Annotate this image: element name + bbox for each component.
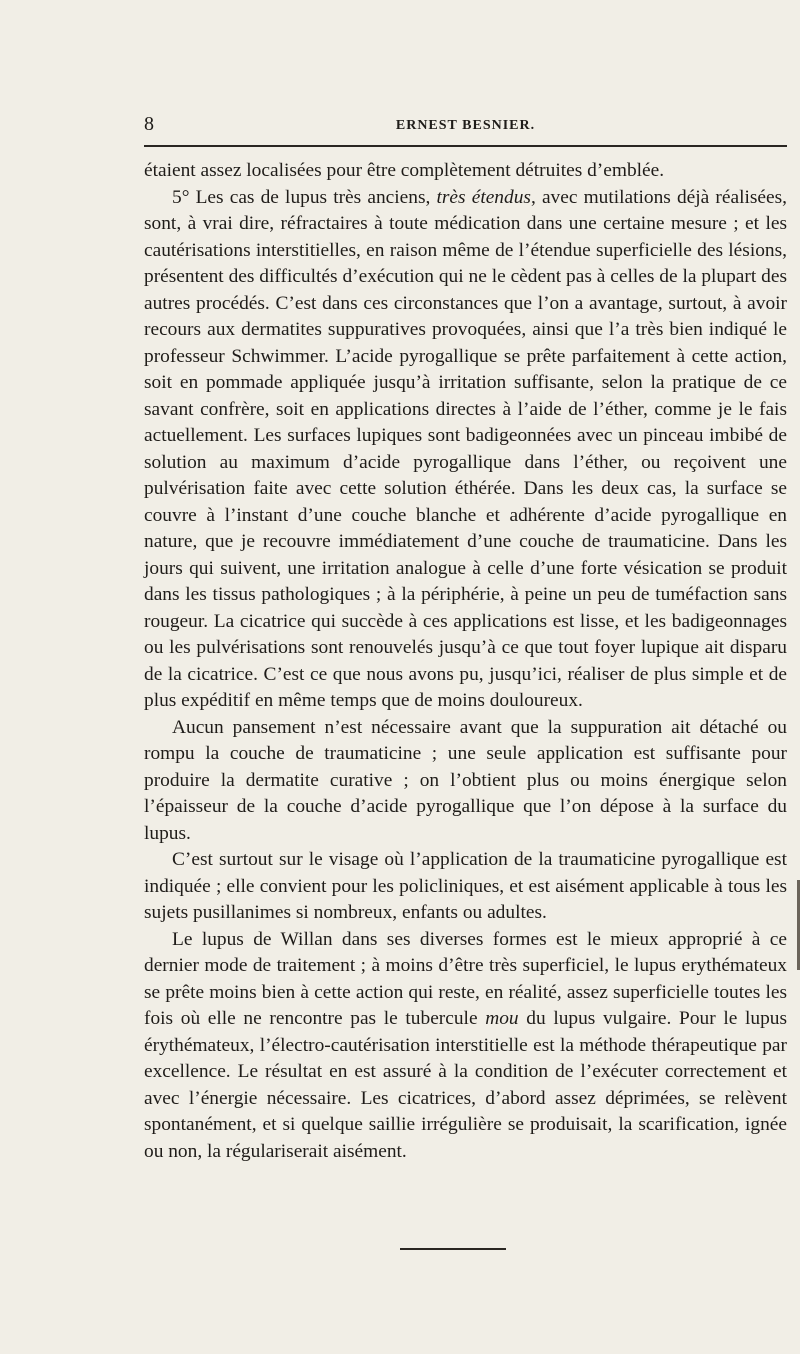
body-text (144, 158, 787, 1165)
italic-segment: mou (485, 1008, 519, 1029)
italic-segment: très étendus (436, 186, 531, 208)
text-segment: Aucun pansement n’est nécessaire avant que la suppuration ait détaché ou rompu la couche de traumaticine ; une seule application est suffisante pour produire la dermatite curative ; on l’obtient plus ou moins énergique selon l’épaisseur de la couche d’acide pyrogallique que l’on dépose à la surface du lupus. (144, 716, 787, 844)
end-rule (400, 1248, 506, 1250)
paragraph-5 (144, 927, 787, 1166)
text-segment: , avec mutilations déjà réalisées, sont, à vrai dire, réfractaires à toute médication dans une certaine mesure ; et les cautérisations interstitielles, en raison même de l’étendue superficielle des lésions, présentent des difficultés d’exécution qui ne le cèdent pas à celles de la plupart des autres procédés. C’est dans ces circonstances que l’on a avantage, surtout, à avoir recours aux dermatites suppuratives provoquées, ainsi que l’a très bien indiqué le professeur Schwimmer. L’acide pyrogallique se prête parfaitement à cette action, soit en pommade appliquée jusqu’à irritation suffisante, selon la pratique de ce savant confrère, soit en applications directes à l’aide de l’éther, comme je le fais actuellement. Les surfaces lupiques sont badigeonnées avec un pinceau imbibé de solution au maximum d’acide pyrogallique dans l’éther, ou reçoivent une pulvérisation faite avec cette solution éthérée. Dans les deux cas, la surface se couvre à l’instant d’une couche blanche et adhérente d’acide pyrogallique en nature, que je recouvre immédiatement d’une couche de traumaticine. Dans les jours qui suivent, une irritation analogue à celle d’une forte vésication se produit dans les tissus pathologiques ; à la périphérie, à peine un peu de tuméfaction sans rougeur. La cicatrice qui succède à ces applications est lisse, et les badigeonnages ou les pulvérisations sont renouvelés jusqu’à ce que tout foyer lupique ait disparu de la cicatrice. C’est ce que nous avons pu, jusqu’ici, réaliser de plus simple et de plus expéditif en même temps que de moins douloureux. (144, 186, 788, 711)
paragraph-3 (144, 715, 787, 848)
page-header (144, 110, 787, 138)
text-segment: étaient assez localisées pour être complètement détruites d’emblée. (144, 160, 665, 181)
paragraph-4 (144, 847, 787, 927)
text-segment: Le lupus de Willan dans ses diverses formes est le mieux approprié à ce dernier mode de traitement ; à moins d’être très superficiel, le lupus erythémateux se prête moins bien à cette action qui reste, en réalité, assez superficielle toutes les fois où elle ne rencontre pas le tubercule (144, 928, 787, 1029)
header-rule (144, 145, 787, 147)
running-head: ERNEST BESNIER. (395, 118, 536, 133)
text-segment: du lupus vulgaire. Pour le lupus érythémateux, l’électro-cautérisation interstitielle est la méthode thérapeutique par excellence. Le résultat en est assuré à la condition de l’exécuter correctement et avec l’énergie nécessaire. Les cicatrices, d’abord assez déprimées, se relèvent spontanément, et si quelque saillie irrégulière se produisait, la scarification, ignée ou non, la régulariserait aisément. (144, 1008, 787, 1162)
text-segment: 5° Les cas de lupus très anciens, (172, 186, 437, 208)
paragraph-2 (144, 185, 787, 715)
page-number: 8 (144, 113, 154, 135)
text-segment: C’est surtout sur le visage où l’application de la traumaticine pyrogallique est indiquée ; elle convient pour les policliniques, et est aisément applicable à tous les sujets pusillanimes si nombreux, enfants ou adultes. (144, 849, 787, 923)
paragraph-1 (144, 158, 787, 185)
